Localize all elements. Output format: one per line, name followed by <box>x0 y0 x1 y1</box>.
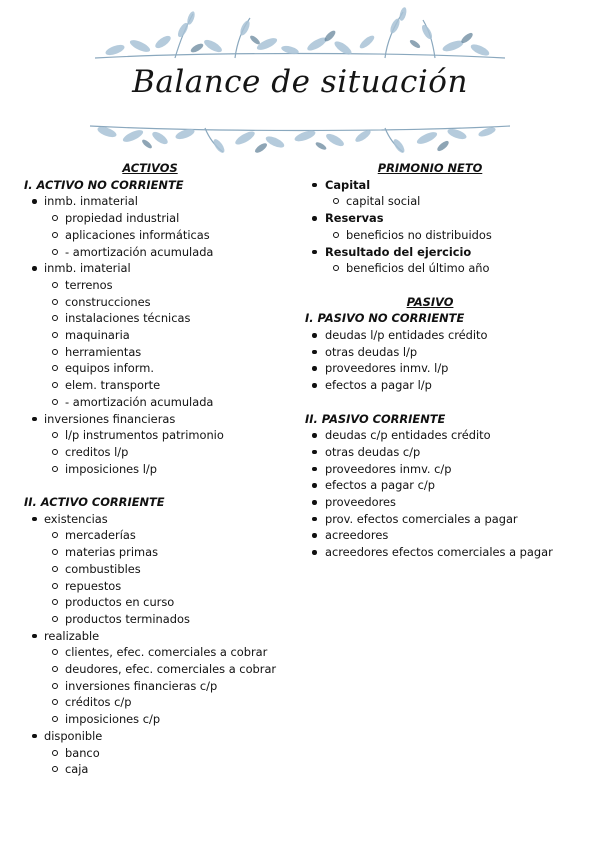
activo-no-corriente-heading: I. ACTIVO NO CORRIENTE <box>24 177 184 192</box>
patrimonio-neto-title: PRIMONIO NETO <box>377 161 483 175</box>
list-item: mercaderías <box>24 527 314 544</box>
list-item-group: Resultado del ejercicio <box>305 244 595 261</box>
list-item: inversiones financieras c/p <box>24 678 314 695</box>
list-item: imposiciones c/p <box>24 711 314 728</box>
list-item-group: Capital <box>305 177 595 194</box>
list-item: elem. transporte <box>24 377 314 394</box>
activos-column <box>24 160 314 778</box>
spacer <box>305 394 595 411</box>
list-item: otras deudas l/p <box>305 344 595 361</box>
list-item: - amortización acumulada <box>24 244 314 261</box>
list-item: propiedad industrial <box>24 210 314 227</box>
list-item-group: realizable <box>24 628 314 645</box>
pasivo-no-corriente-heading: I. PASIVO NO CORRIENTE <box>305 311 465 326</box>
list-item: l/p instrumentos patrimonio <box>24 427 314 444</box>
list-item: imposiciones l/p <box>24 461 314 478</box>
list-item-group: existencias <box>24 511 314 528</box>
list-item-group: inmb. imaterial <box>24 260 314 277</box>
list-item: productos en curso <box>24 594 314 611</box>
list-item-group: inmb. inmaterial <box>24 193 314 210</box>
list-item: beneficios no distribuidos <box>305 227 595 244</box>
foliage-top-decoration <box>85 6 515 64</box>
pasivo-corriente-heading: II. PASIVO CORRIENTE <box>305 411 446 426</box>
list-item: efectos a pagar l/p <box>305 377 595 394</box>
list-item: herramientas <box>24 344 314 361</box>
list-item: caja <box>24 761 314 778</box>
list-item: prov. efectos comerciales a pagar <box>305 511 595 528</box>
list-item: deudores, efec. comerciales a cobrar <box>24 661 314 678</box>
list-item: acreedores efectos comerciales a pagar <box>305 544 595 561</box>
list-item-group: Reservas <box>305 210 595 227</box>
list-item: - amortización acumulada <box>24 394 314 411</box>
activos-title: ACTIVOS <box>122 161 178 175</box>
spacer <box>24 477 314 494</box>
list-item: creditos l/p <box>24 444 314 461</box>
list-item: maquinaria <box>24 327 314 344</box>
spacer <box>305 277 595 294</box>
pasivo-title: PASIVO <box>406 294 454 309</box>
list-item: capital social <box>305 193 595 210</box>
list-item: otras deudas c/p <box>305 444 595 461</box>
list-item: repuestos <box>24 578 314 595</box>
page-title: Balance de situación <box>132 64 468 100</box>
list-item: clientes, efec. comerciales a cobrar <box>24 644 314 661</box>
list-item: materias primas <box>24 544 314 561</box>
list-item: proveedores inmv. l/p <box>305 360 595 377</box>
list-item: combustibles <box>24 561 314 578</box>
list-item-group: disponible <box>24 728 314 745</box>
list-item: proveedores <box>305 494 595 511</box>
list-item: deudas l/p entidades crédito <box>305 327 595 344</box>
list-item: proveedores inmv. c/p <box>305 461 595 478</box>
list-item: equipos inform. <box>24 360 314 377</box>
list-item: banco <box>24 745 314 762</box>
list-item: acreedores <box>305 527 595 544</box>
list-item: beneficios del último año <box>305 260 595 277</box>
list-item: construcciones <box>24 294 314 311</box>
pasivo-column <box>305 160 595 561</box>
list-item: terrenos <box>24 277 314 294</box>
list-item: aplicaciones informáticas <box>24 227 314 244</box>
list-item: deudas c/p entidades crédito <box>305 427 595 444</box>
activo-corriente-heading: II. ACTIVO CORRIENTE <box>24 495 165 510</box>
foliage-bottom-decoration <box>85 118 515 158</box>
list-item: productos terminados <box>24 611 314 628</box>
list-item-group: inversiones financieras <box>24 411 314 428</box>
list-item: créditos c/p <box>24 694 314 711</box>
list-item: efectos a pagar c/p <box>305 477 595 494</box>
list-item: instalaciones técnicas <box>24 310 314 327</box>
